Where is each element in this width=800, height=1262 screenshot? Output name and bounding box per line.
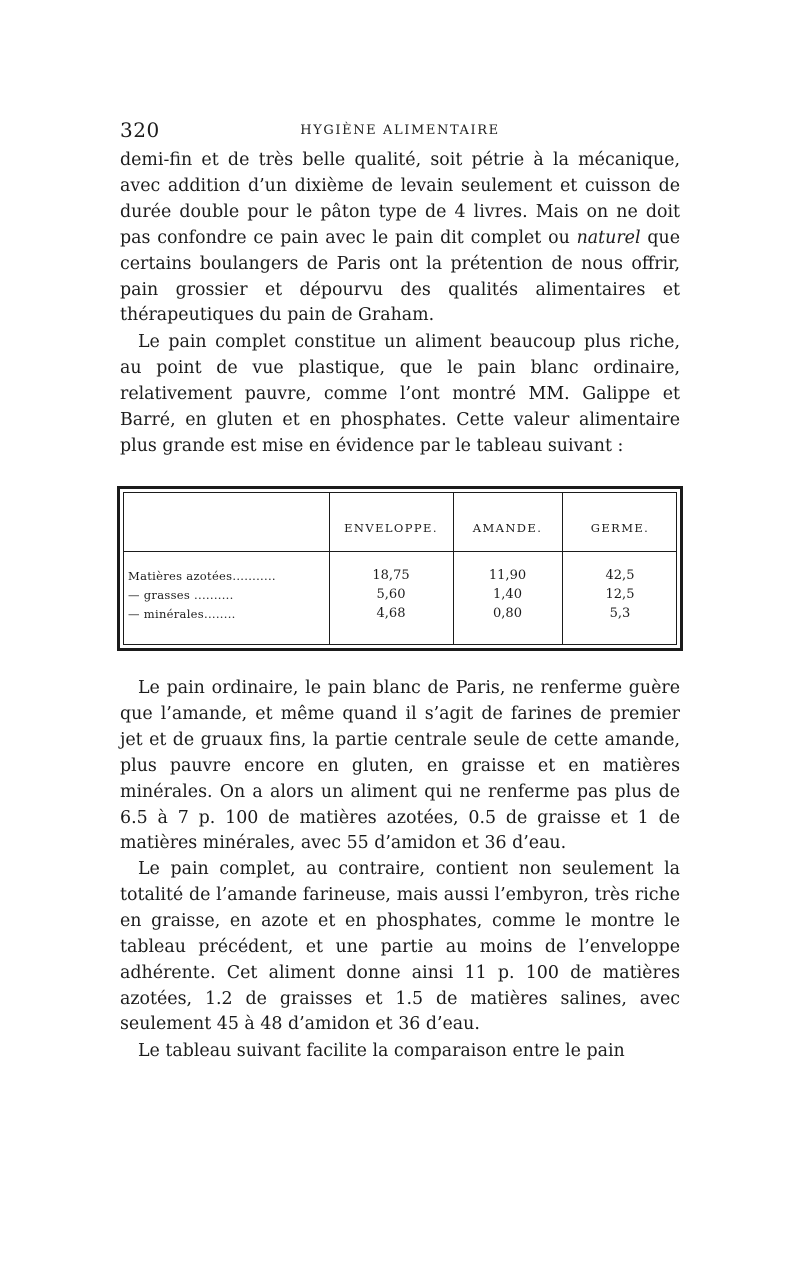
table-header-rule: [124, 551, 676, 552]
running-title: HYGIÈNE ALIMENTAIRE: [300, 123, 500, 138]
column-header-germe: GERME.: [590, 521, 650, 535]
paragraph-2: Le pain complet constitue un aliment beaucoup plus riche, au point de vue plastique, que le pain blanc ordinaire, relativement pauvre, comme l’ont montré MM. Galippe et Barré, en gluten et en phosphates. Cette valeur alimentaire plus grande est mise en évidence par le tableau suivant :: [120, 332, 680, 456]
table-cell: 18,75: [372, 568, 410, 583]
composition-table: [117, 486, 683, 651]
column-header-amande: AMANDE.: [472, 521, 543, 535]
column-header-enveloppe: ENVELOPPE.: [344, 521, 438, 535]
table-cell: 4,68: [376, 606, 406, 621]
row-label-minerales: — minérales........: [128, 607, 236, 621]
paragraph-1-text-b: que certains boulangers de Paris ont la prétention de nous offrir, pain grossier et dépourvu des qualités alimentaires et thérapeutiques du pain de Graham.: [120, 227, 680, 326]
paragraph-3: Le pain ordinaire, le pain blanc de Paris, ne renferme guère que l’amande, et même quand il s’agit de farines de premier jet et de gruaux fins, la partie centrale seule de cette amande, plus pauvre encore en gluten, en graisse et en matières minérales. On a alors un aliment qui ne renferme pas plus de 6.5 à 7 p. 100 de matières azotées, 0.5 de graisse et 1 de matières minérales, avec 55 d’amidon et 36 d’eau.: [120, 678, 680, 854]
page-header: [120, 118, 680, 148]
table-cell: 5,3: [609, 606, 631, 621]
page-number: 320: [120, 118, 160, 142]
table-cell: 42,5: [605, 568, 635, 583]
paragraph-5: Le tableau suivant facilite la comparaison entre le pain: [138, 1041, 625, 1061]
table-cell: 12,5: [605, 587, 635, 602]
row-label-azotees: Matières azotées...........: [128, 569, 276, 583]
paragraph-1-italic: naturel: [576, 227, 641, 248]
table-cell: 0,80: [493, 606, 522, 621]
paragraph-4: Le pain complet, au contraire, contient non seulement la totalité de l’amande farineuse, mais aussi l’embyron, très riche en graisse, en azote et en phosphates, comme le montre le tableau précédent, et une partie au moins de l’enveloppe adhérente. Cet aliment donne ainsi 11 p. 100 de matières azotées, 1.2 de graisses et 1.5 de matières salines, avec seulement 45 à 48 d’amidon et 36 d’eau.: [120, 859, 680, 1035]
paragraph-1: [120, 148, 680, 329]
row-label-grasses: — grasses ..........: [128, 588, 234, 602]
paragraph-1-text-a: demi-fin et de très belle qualité, soit pétrie à la mécanique, avec addition d’un dixième de levain seulement et cuisson de durée double pour le pâton type de 4 livres. Mais on ne doit pas confondre ce pain avec le pain dit complet ou: [120, 150, 680, 248]
table-cell: 5,60: [376, 587, 406, 602]
table-cell: 11,90: [488, 568, 527, 583]
table-frame: [123, 492, 677, 645]
table-cell: 1,40: [493, 587, 522, 602]
